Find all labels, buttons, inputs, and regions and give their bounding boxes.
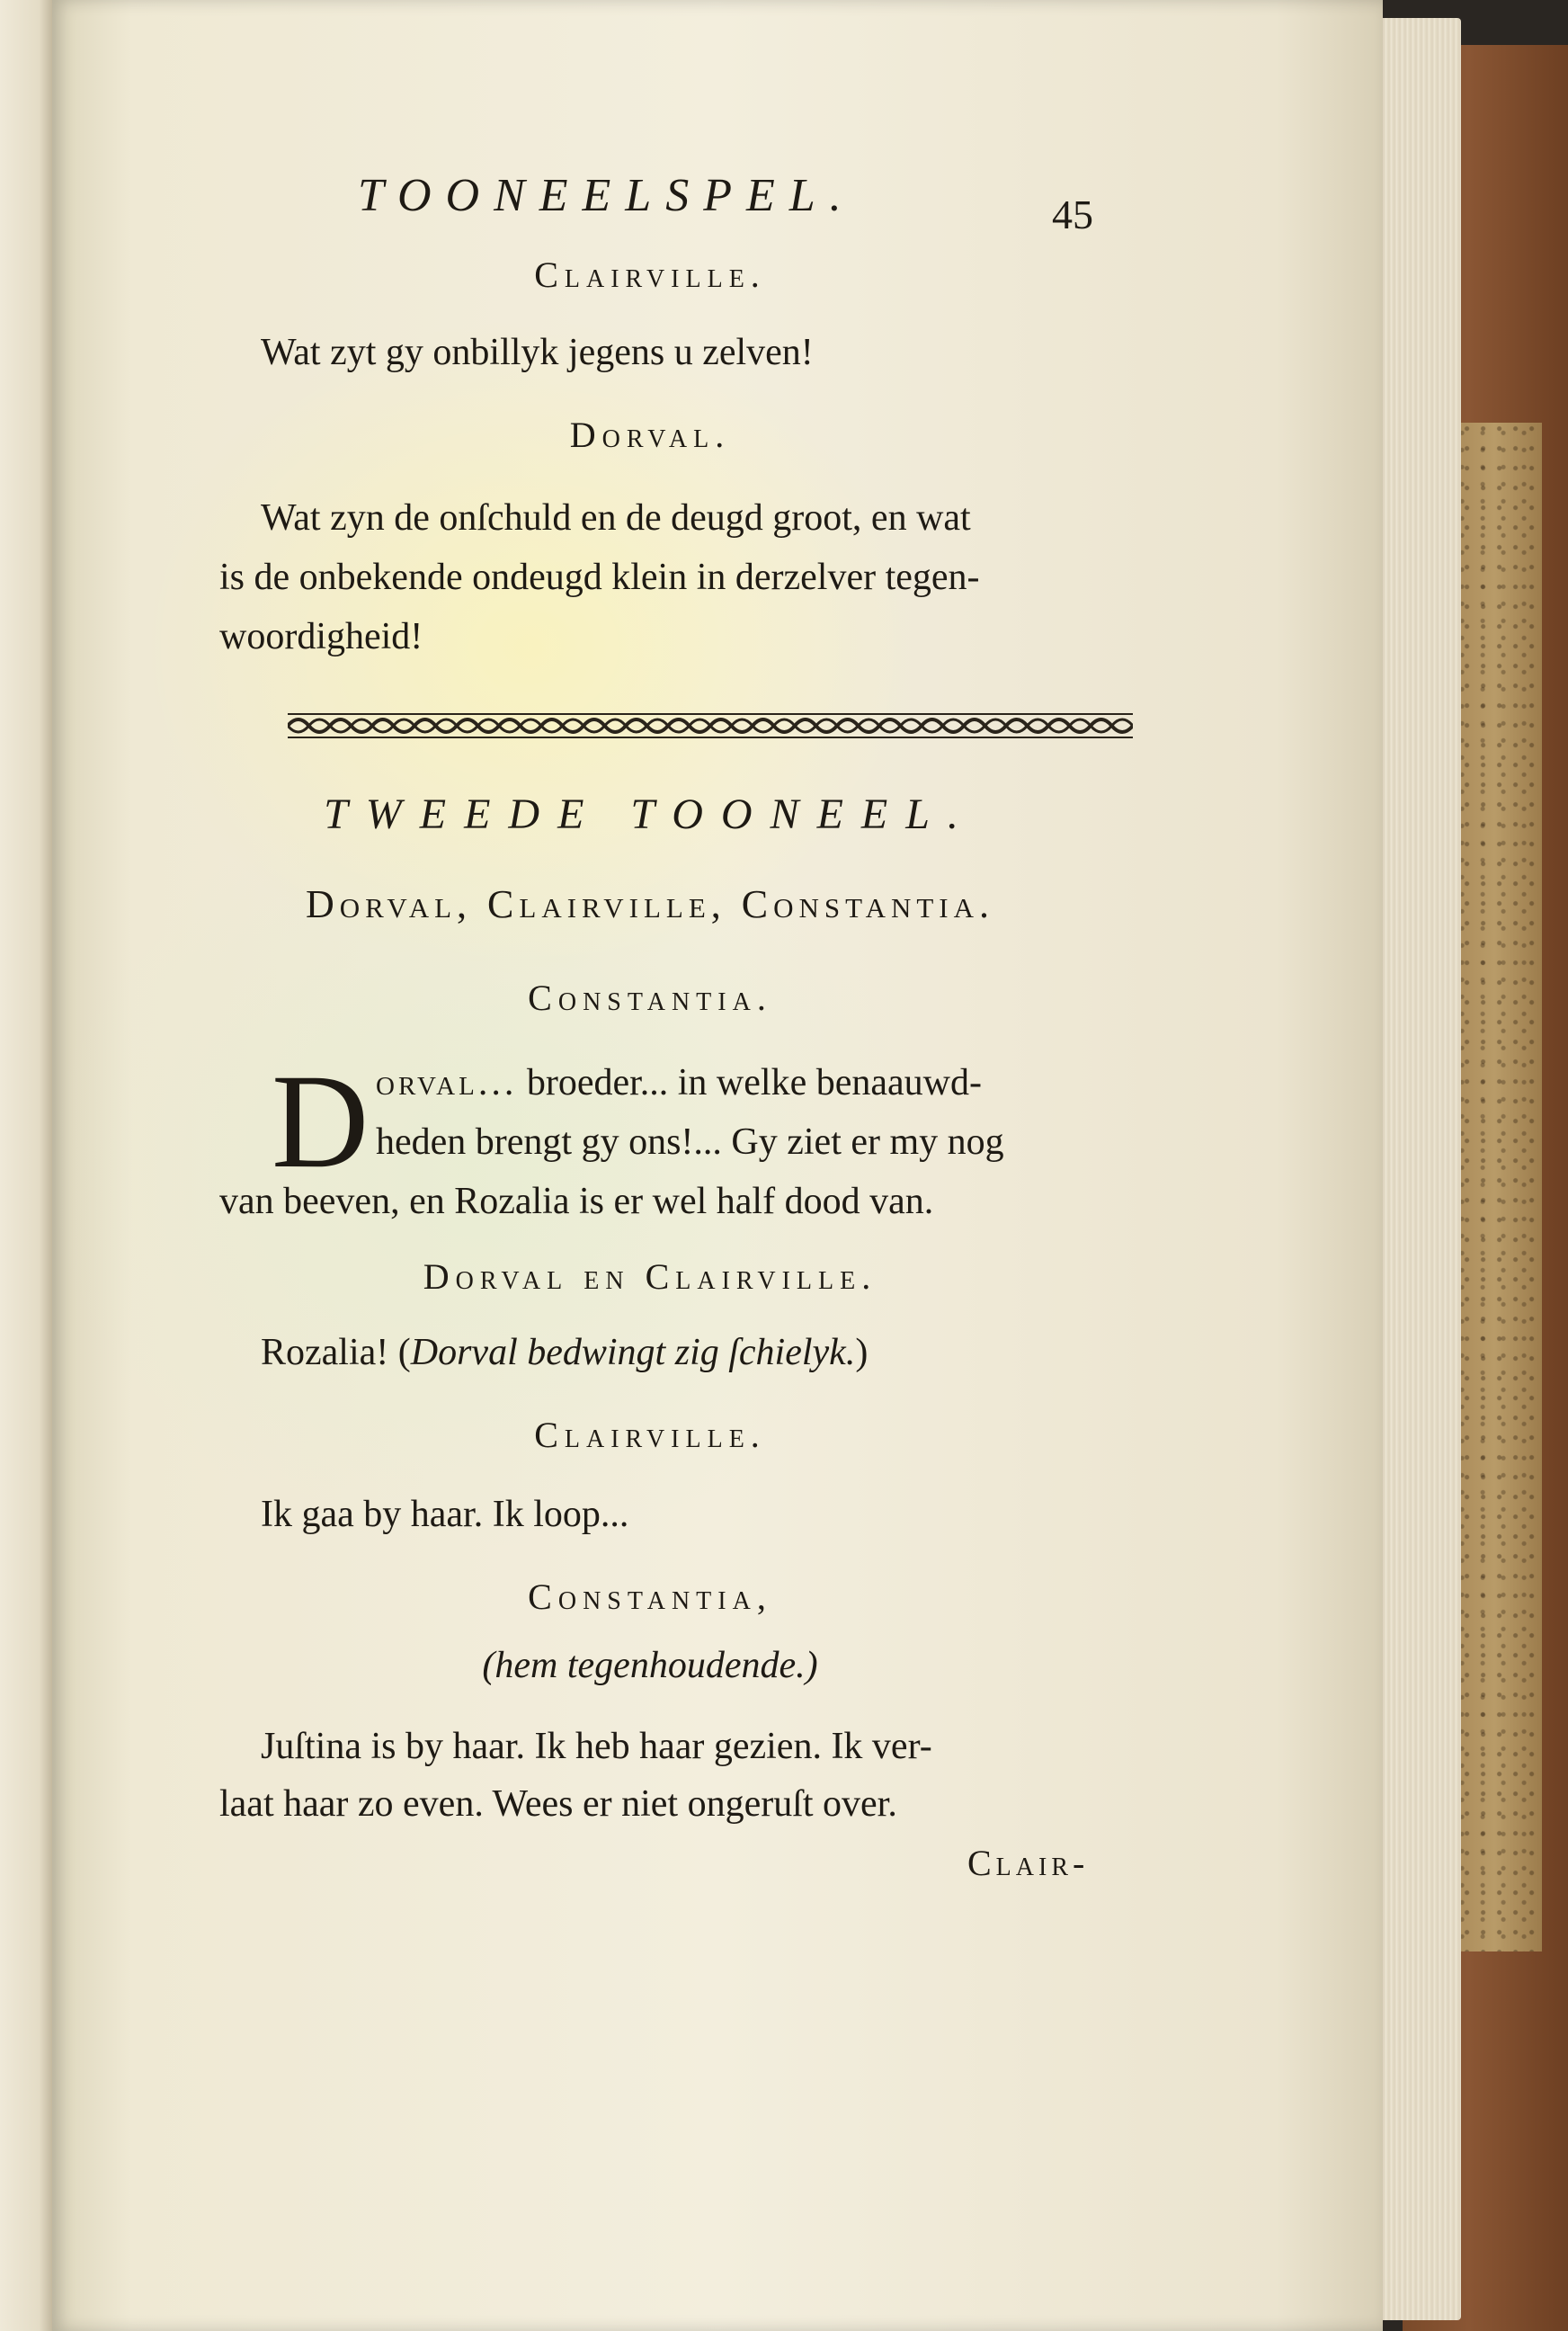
dialogue-line: Juſtina is by haar. Ik heb haar gezien. Ik ver-: [261, 1726, 932, 1767]
scene-title: TWEEDE TOONEEL.: [324, 790, 976, 838]
running-head: TOONEELSPEL.: [358, 170, 856, 221]
dialogue-line: [376, 1061, 982, 1104]
ornamental-rule: [288, 710, 1133, 741]
speaker-clairville: Clairville.: [534, 1415, 766, 1455]
character-list: Dorval, Clairville, Constantia.: [305, 882, 994, 926]
stage-direction: Dorval bedwingt zig ſchielyk.: [410, 1332, 856, 1373]
page-number: 45: [1052, 192, 1093, 237]
dialogue-line: woordigheid!: [219, 616, 423, 657]
line-text: broeder... in welke benaauwd-: [517, 1062, 982, 1103]
dialogue-line: van beeven, en Rozalia is er wel half dood van.: [219, 1181, 934, 1222]
speaker-constantia: Constantia,: [528, 1576, 772, 1617]
speaker-clairville: Clairville.: [534, 255, 766, 295]
dialogue-line: Ik gaa by haar. Ik loop...: [261, 1494, 629, 1535]
speaker-dorval-clairville: Dorval en Clairville.: [423, 1256, 878, 1297]
speaker-constantia: Constantia.: [528, 978, 772, 1018]
dialogue-line: Wat zyn de onſchuld en de deugd groot, en wat: [261, 497, 971, 539]
dialogue-line: is de onbekende ondeugd klein in derzelver tegen-: [219, 557, 980, 598]
speaker-dorval: Dorval.: [569, 415, 731, 455]
speckled-edge: [1448, 423, 1542, 1951]
catchword: Clair-: [967, 1843, 1090, 1883]
small-caps-text: orval...: [376, 1062, 518, 1103]
stage-direction: (hem tegenhoudende.): [482, 1645, 818, 1686]
drop-capital: D: [272, 1047, 370, 1196]
line-text: ): [855, 1332, 869, 1373]
line-text: Rozalia! (: [261, 1332, 411, 1373]
book-page: [52, 0, 1383, 2331]
facing-page-edge: [0, 0, 56, 2331]
dialogue-line: heden brengt gy ons!... Gy ziet er my nog: [376, 1121, 1004, 1163]
dialogue-line: laat haar zo even. Wees er niet ongeruſt over.: [219, 1783, 897, 1825]
dialogue-line: Wat zyt gy onbillyk jegens u zelven!: [261, 332, 814, 373]
dialogue-line: [261, 1331, 868, 1374]
